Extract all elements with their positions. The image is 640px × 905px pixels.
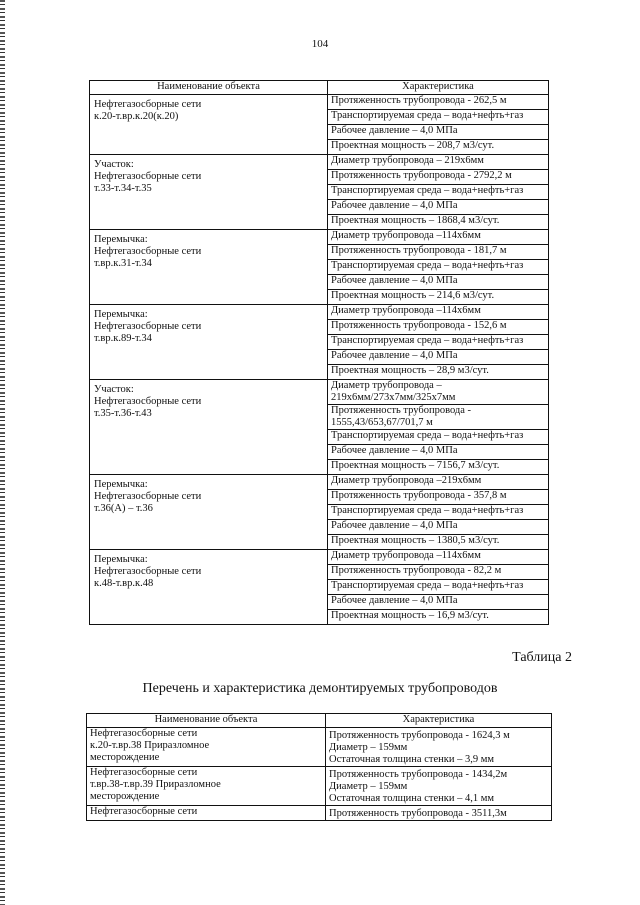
characteristic-cell: Проектная мощность – 28,9 м3/сут. [328, 365, 549, 380]
characteristic-cell: Диаметр трубопровода –219х6мм [328, 475, 549, 490]
table-row [90, 95, 549, 110]
characteristic-cell: Протяженность трубопровода - 1555,43/653,67/701,7 м [328, 405, 549, 430]
characteristic-cell: Протяженность трубопровода - 181,7 м [328, 245, 549, 260]
object-name-cell: Нефтегазосборные сети т.вр.38-т.вр.39 Приразломное месторождение [87, 767, 326, 806]
characteristic-cell: Транспортируемая среда – вода+нефть+газ [328, 260, 549, 275]
table-row [90, 155, 549, 170]
characteristic-cell: Рабочее давление – 4,0 МПа [328, 445, 549, 460]
scan-binding-edge [0, 0, 5, 905]
pipeline-characteristics-table [89, 80, 549, 625]
characteristic-cell: Проектная мощность – 16,9 м3/сут. [328, 610, 549, 625]
header-object-name: Наименование объекта [87, 714, 326, 728]
characteristic-cell: Протяженность трубопровода - 357,8 м [328, 490, 549, 505]
table-2-label: Таблица 2 [512, 650, 572, 665]
table-row [87, 728, 552, 767]
object-name-cell: Перемычка: Нефтегазосборные сети к.48-т.вр.к.48 [90, 550, 328, 625]
table-row [87, 767, 552, 806]
header-object-name: Наименование объекта [90, 81, 328, 95]
object-name-cell: Нефтегазосборные сети к.20-т.вр.38 Приразломное месторождение [87, 728, 326, 767]
characteristic-cell: Диаметр трубопровода – 219х6мм/273х7мм/325х7мм [328, 380, 549, 405]
characteristic-cell: Рабочее давление – 4,0 МПа [328, 200, 549, 215]
characteristic-cell: Протяженность трубопровода - 1624,3 м Диаметр – 159мм Остаточная толщина стенки – 3,9 мм [326, 728, 552, 767]
characteristic-cell: Транспортируемая среда – вода+нефть+газ [328, 430, 549, 445]
characteristic-cell: Проектная мощность – 208,7 м3/сут. [328, 140, 549, 155]
characteristic-cell: Рабочее давление – 4,0 МПа [328, 520, 549, 535]
object-name-cell: Перемычка: Нефтегазосборные сети т.36(А) – т.36 [90, 475, 328, 550]
characteristic-cell: Протяженность трубопровода - 2792,2 м [328, 170, 549, 185]
characteristic-cell: Диаметр трубопровода –114х6мм [328, 305, 549, 320]
object-name-cell: Перемычка: Нефтегазосборные сети т.вр.к.31-т.34 [90, 230, 328, 305]
object-name-cell: Участок: Нефтегазосборные сети т.33-т.34-т.35 [90, 155, 328, 230]
characteristic-cell: Протяженность трубопровода - 3511,3м [326, 806, 552, 821]
characteristic-cell: Транспортируемая среда – вода+нефть+газ [328, 505, 549, 520]
characteristic-cell: Рабочее давление – 4,0 МПа [328, 275, 549, 290]
object-name-cell: Нефтегазосборные сети к.20-т.вр.к.20(к.20) [90, 95, 328, 155]
characteristic-cell: Протяженность трубопровода - 82,2 м [328, 565, 549, 580]
dismantled-pipelines-table [86, 713, 552, 821]
characteristic-cell: Транспортируемая среда – вода+нефть+газ [328, 185, 549, 200]
header-characteristic: Характеристика [328, 81, 549, 95]
table-row [90, 475, 549, 490]
header-characteristic: Характеристика [326, 714, 552, 728]
characteristic-cell: Диаметр трубопровода – 219х6мм [328, 155, 549, 170]
characteristic-cell: Транспортируемая среда – вода+нефть+газ [328, 580, 549, 595]
table-row [90, 305, 549, 320]
characteristic-cell: Протяженность трубопровода - 152,6 м [328, 320, 549, 335]
characteristic-cell: Транспортируемая среда – вода+нефть+газ [328, 335, 549, 350]
page-number: 104 [311, 38, 329, 50]
object-name-cell: Перемычка: Нефтегазосборные сети т.вр.к.89-т.34 [90, 305, 328, 380]
characteristic-cell: Проектная мощность – 7156,7 м3/сут. [328, 460, 549, 475]
table-row [87, 806, 552, 821]
object-name-cell: Участок: Нефтегазосборные сети т.35-т.36-т.43 [90, 380, 328, 475]
characteristic-cell: Диаметр трубопровода –114х6мм [328, 230, 549, 245]
characteristic-cell: Рабочее давление – 4,0 МПа [328, 595, 549, 610]
characteristic-cell: Проектная мощность – 214,6 м3/сут. [328, 290, 549, 305]
characteristic-cell: Транспортируемая среда – вода+нефть+газ [328, 110, 549, 125]
characteristic-cell: Диаметр трубопровода –114х6мм [328, 550, 549, 565]
characteristic-cell: Проектная мощность – 1380,5 м3/сут. [328, 535, 549, 550]
table-row [90, 550, 549, 565]
characteristic-cell: Рабочее давление – 4,0 МПа [328, 125, 549, 140]
table-row [90, 380, 549, 405]
characteristic-cell: Рабочее давление – 4,0 МПа [328, 350, 549, 365]
characteristic-cell: Протяженность трубопровода - 1434,2м Диаметр – 159мм Остаточная толщина стенки – 4,1 мм [326, 767, 552, 806]
object-name-cell: Нефтегазосборные сети [87, 806, 326, 821]
table-row [90, 230, 549, 245]
characteristic-cell: Протяженность трубопровода - 262,5 м [328, 95, 549, 110]
table-2-title: Перечень и характеристика демонтируемых трубопроводов [142, 681, 498, 696]
characteristic-cell: Проектная мощность – 1868,4 м3/сут. [328, 215, 549, 230]
